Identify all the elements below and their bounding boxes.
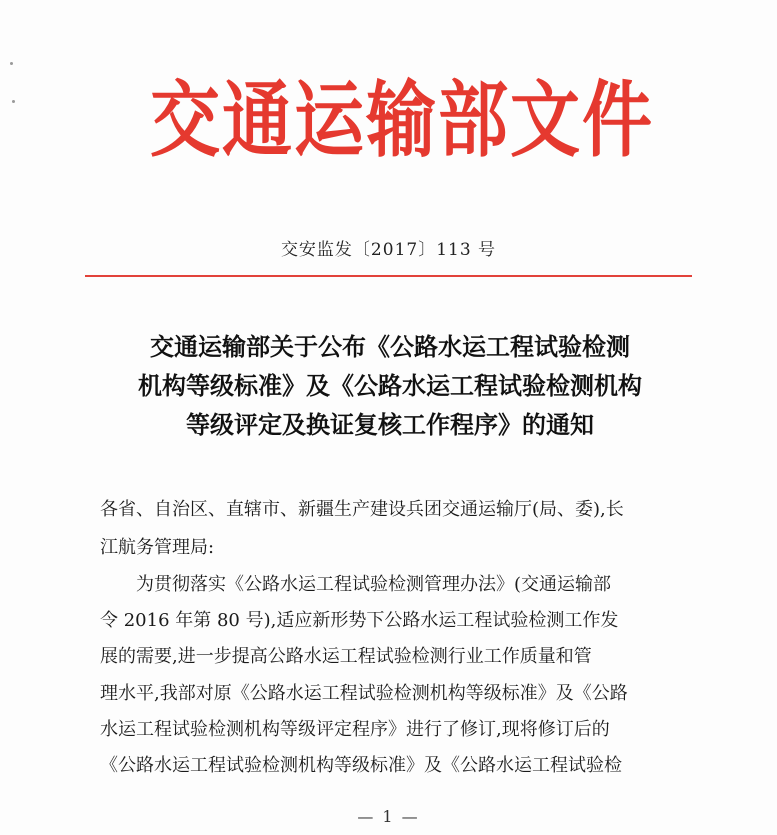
scan-speck bbox=[12, 100, 15, 103]
notice-title-line: 等级评定及换证复核工作程序》的通知 bbox=[186, 411, 594, 439]
addressee-block bbox=[100, 491, 680, 567]
body-line: 《公路水运工程试验检测机构等级标准》及《公路水运工程试验检 bbox=[100, 755, 622, 777]
document-number: 交安监发〔2017〕113 号 bbox=[280, 240, 497, 260]
addressee-line: 江航务管理局: bbox=[100, 537, 215, 558]
notice-title-line: 交通运输部关于公布《公路水运工程试验检测 bbox=[150, 333, 630, 361]
body-paragraph bbox=[100, 567, 680, 784]
body-line: 展的需要,进一步提高公路水运工程试验检测行业工作质量和管 bbox=[100, 646, 592, 668]
body-line: 水运工程试验检测机构等级评定程序》进行了修订,现将修订后的 bbox=[100, 718, 610, 740]
body-line: 令 2016 年第 80 号),适应新形势下公路水运工程试验检测工作发 bbox=[100, 610, 619, 632]
page-number: — 1 — bbox=[357, 807, 420, 826]
body-line: 理水平,我部对原《公路水运工程试验检测机构等级标准》及《公路 bbox=[100, 682, 628, 704]
header-divider-line bbox=[85, 275, 692, 277]
document-header-title: 交通运输部文件 bbox=[150, 71, 654, 169]
scan-speck bbox=[10, 62, 13, 65]
addressee-line: 各省、自治区、直辖市、新疆生产建设兵团交通运输厅(局、委),长 bbox=[100, 499, 624, 520]
body-line: 为贯彻落实《公路水运工程试验检测管理办法》(交通运输部 bbox=[136, 574, 612, 595]
notice-title bbox=[60, 328, 720, 445]
notice-title-line: 机构等级标准》及《公路水运工程试验检测机构 bbox=[138, 372, 642, 400]
